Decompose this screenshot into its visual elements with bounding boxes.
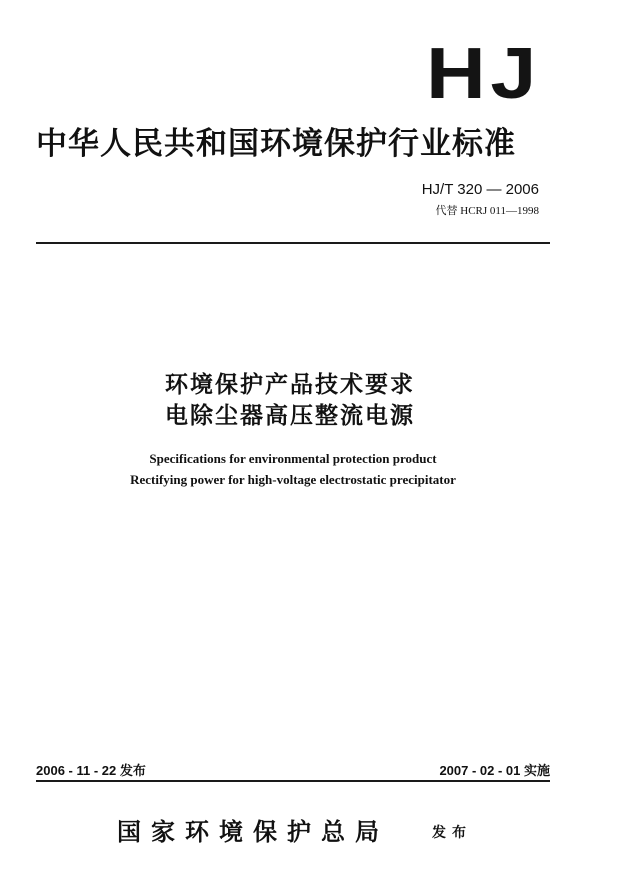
replaces-note: 代替 HCRJ 011—1998 [435, 205, 539, 217]
hj-logo: HJ [426, 34, 542, 114]
title-cn-line2: 电除尘器高压整流电源 [165, 403, 415, 429]
title-en-line2: Rectifying power for high-voltage electrostatic precipitator [130, 472, 456, 487]
header-title: 中华人民共和国环境保护行业标准 [36, 126, 516, 162]
title-cn-line1: 环境保护产品技术要求 [165, 372, 415, 398]
top-divider [36, 242, 550, 244]
publisher-name: 国家环境保护总局 [117, 817, 389, 846]
implementation-date: 2007 - 02 - 01 实施 [439, 763, 550, 778]
issue-date: 2006 - 11 - 22 发布 [36, 763, 146, 778]
standard-number: HJ/T 320 — 2006 [421, 181, 539, 198]
title-en-line1: Specifications for environmental protection product [149, 451, 437, 466]
bottom-divider [36, 780, 550, 782]
publish-label: 发布 [432, 825, 472, 841]
